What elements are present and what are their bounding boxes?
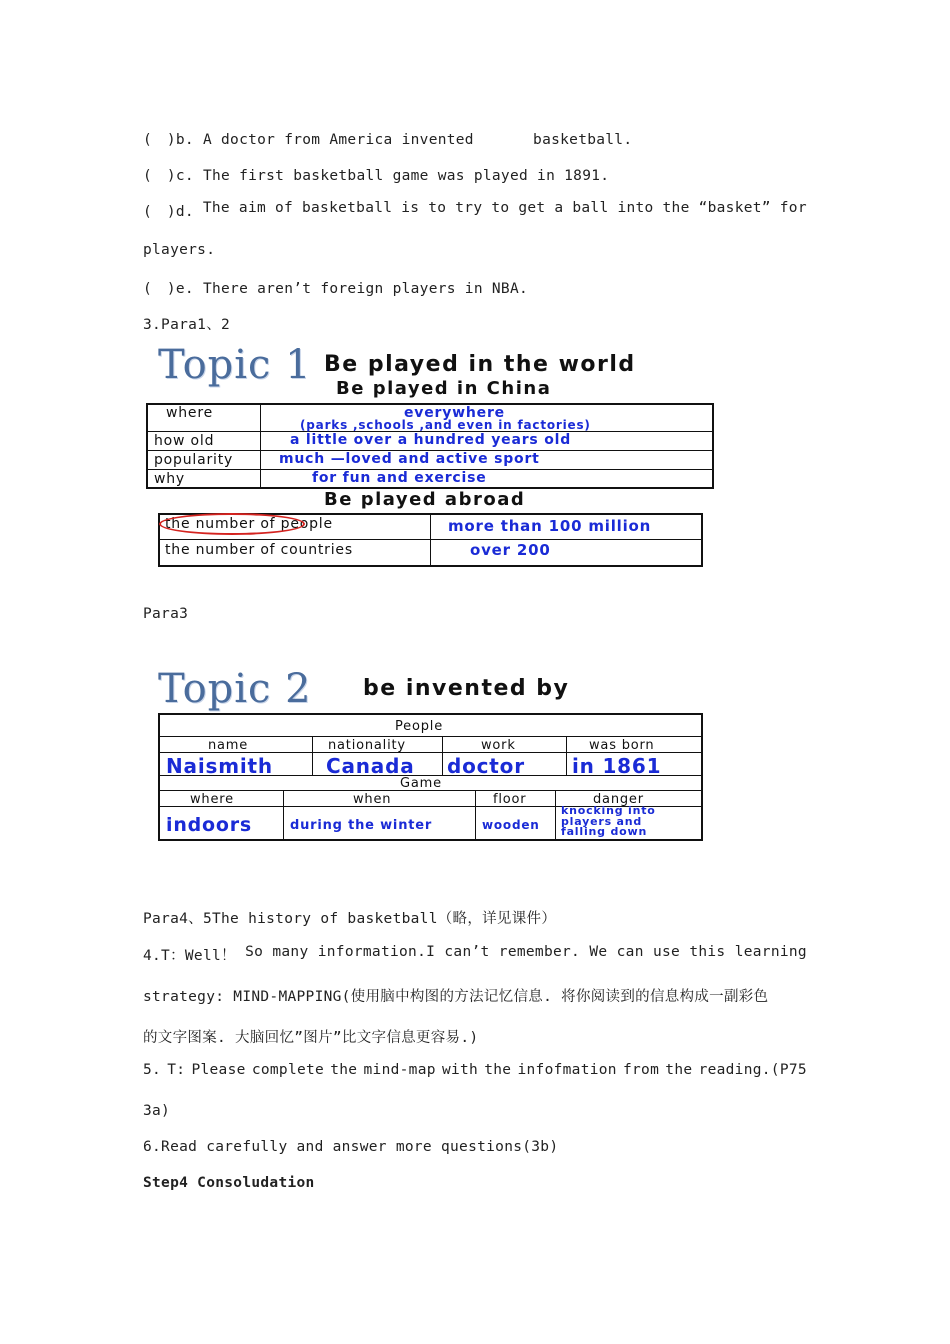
china-value-popularity: much —loved and active sport — [279, 451, 540, 467]
step4-heading: Step4 Consoludation — [143, 1175, 315, 1191]
people-col-born: was born — [589, 738, 655, 753]
people-val-nationality: Canada — [326, 754, 415, 778]
word: So — [245, 944, 264, 960]
word: is — [401, 200, 420, 216]
people-col-nationality: nationality — [328, 738, 406, 753]
topic1-title: Topic 1 — [158, 342, 312, 388]
china-value-where: everywhere — [404, 405, 505, 421]
abroad-value-people: more than 100 million — [448, 517, 652, 535]
game-col-floor: floor — [493, 792, 527, 807]
abroad-label-countries: the number of countries — [165, 542, 353, 558]
people-val-name: Naismith — [166, 754, 273, 778]
topic1-heading-abroad: Be played abroad — [324, 489, 526, 510]
word: the — [665, 1062, 693, 1078]
word: reading.(P75 — [698, 1062, 807, 1078]
word: with — [441, 1062, 479, 1078]
game-val-where: indoors — [166, 814, 253, 836]
line-4-continued-2: 的文字图案. 大脑回忆”图片”比文字信息更容易.) — [143, 1030, 479, 1046]
game-val-floor: wooden — [482, 818, 540, 832]
word: for — [779, 200, 807, 216]
line-4 — [143, 944, 807, 965]
question-b: ( )b. A doctor from America invented basketball. — [143, 132, 633, 148]
word: this — [689, 944, 726, 960]
line-5 — [143, 1062, 807, 1078]
topic1-heading-china: Be played in China — [336, 378, 552, 399]
word: aim — [238, 200, 267, 216]
game-col-when: when — [353, 792, 392, 807]
word: Please — [191, 1062, 246, 1078]
people-header: People — [395, 719, 443, 734]
word: complete — [251, 1062, 325, 1078]
china-label-how-old: how old — [154, 433, 215, 449]
people-col-work: work — [481, 738, 516, 753]
word: can’t — [444, 944, 490, 960]
china-label-why: why — [154, 471, 186, 487]
word: “basket” — [698, 200, 771, 216]
para3-label: Para3 — [143, 606, 189, 622]
word: to — [491, 200, 510, 216]
china-label-popularity: popularity — [154, 452, 234, 468]
china-value-where-sub: (parks ,schools ,and even in factories) — [300, 418, 591, 432]
china-label-where: where — [166, 405, 213, 421]
word: mind-map — [363, 1062, 436, 1078]
question-d-continued: players. — [143, 242, 216, 258]
word: T: — [167, 1062, 186, 1078]
china-value-why: for fun and exercise — [312, 470, 487, 486]
word: can — [616, 944, 644, 960]
word: 5. — [143, 1062, 162, 1078]
para45-line: Para4、5The history of basketball（略，详见课件） — [143, 911, 557, 927]
game-val-danger: knocking into players and falling down — [561, 804, 656, 838]
word: We — [589, 944, 608, 960]
para12-label: 3.Para1、2 — [143, 317, 231, 333]
word: learning — [734, 944, 807, 960]
game-col-where: where — [190, 792, 234, 807]
word: a — [554, 200, 564, 216]
word: The — [202, 200, 230, 216]
game-header: Game — [400, 776, 442, 791]
abroad-value-countries: over 200 — [470, 541, 551, 559]
word: 4.T：Well！ — [143, 948, 236, 964]
game-col-danger: danger — [593, 792, 644, 807]
question-c: ( )c. The first basketball game was played in 1891. — [143, 168, 610, 184]
question-d — [143, 200, 807, 221]
topic2-heading: be invented by — [363, 676, 570, 701]
word: try — [455, 200, 483, 216]
word: get — [518, 200, 546, 216]
question-e: ( )e. There aren’t foreign players in NBA. — [143, 281, 529, 297]
topic1-heading-world: Be played in the world — [324, 352, 636, 377]
word: use — [652, 944, 681, 960]
people-col-name: name — [208, 738, 249, 753]
word: the — [662, 200, 690, 216]
word: remember. — [498, 944, 581, 960]
word: many — [272, 944, 309, 960]
topic2-title: Topic 2 — [158, 666, 312, 712]
word: the — [330, 1062, 358, 1078]
word: to — [428, 200, 447, 216]
word: into — [617, 200, 654, 216]
word: ( )d. — [143, 204, 194, 220]
people-val-work: doctor — [447, 754, 525, 778]
word: ball — [572, 200, 609, 216]
line-5-continued: 3a) — [143, 1103, 171, 1119]
china-value-how-old: a little over a hundred years old — [290, 432, 572, 448]
word: basketball — [301, 200, 393, 216]
people-val-born: in 1861 — [572, 754, 662, 778]
line-4-continued: strategy: MIND-MAPPING(使用脑中构图的方法记忆信息. 将你阅读到的信息构成一副彩色 — [143, 989, 769, 1005]
word: the — [484, 1062, 512, 1078]
abroad-label-people: the number of people — [165, 516, 333, 532]
word: information.I — [317, 944, 436, 960]
game-val-when: during the winter — [290, 818, 433, 833]
word: infofmation — [517, 1062, 617, 1078]
word: of — [274, 200, 294, 216]
red-circle-highlight — [159, 513, 305, 535]
line-6: 6.Read carefully and answer more questions(3b) — [143, 1139, 559, 1155]
word: from — [623, 1062, 660, 1078]
